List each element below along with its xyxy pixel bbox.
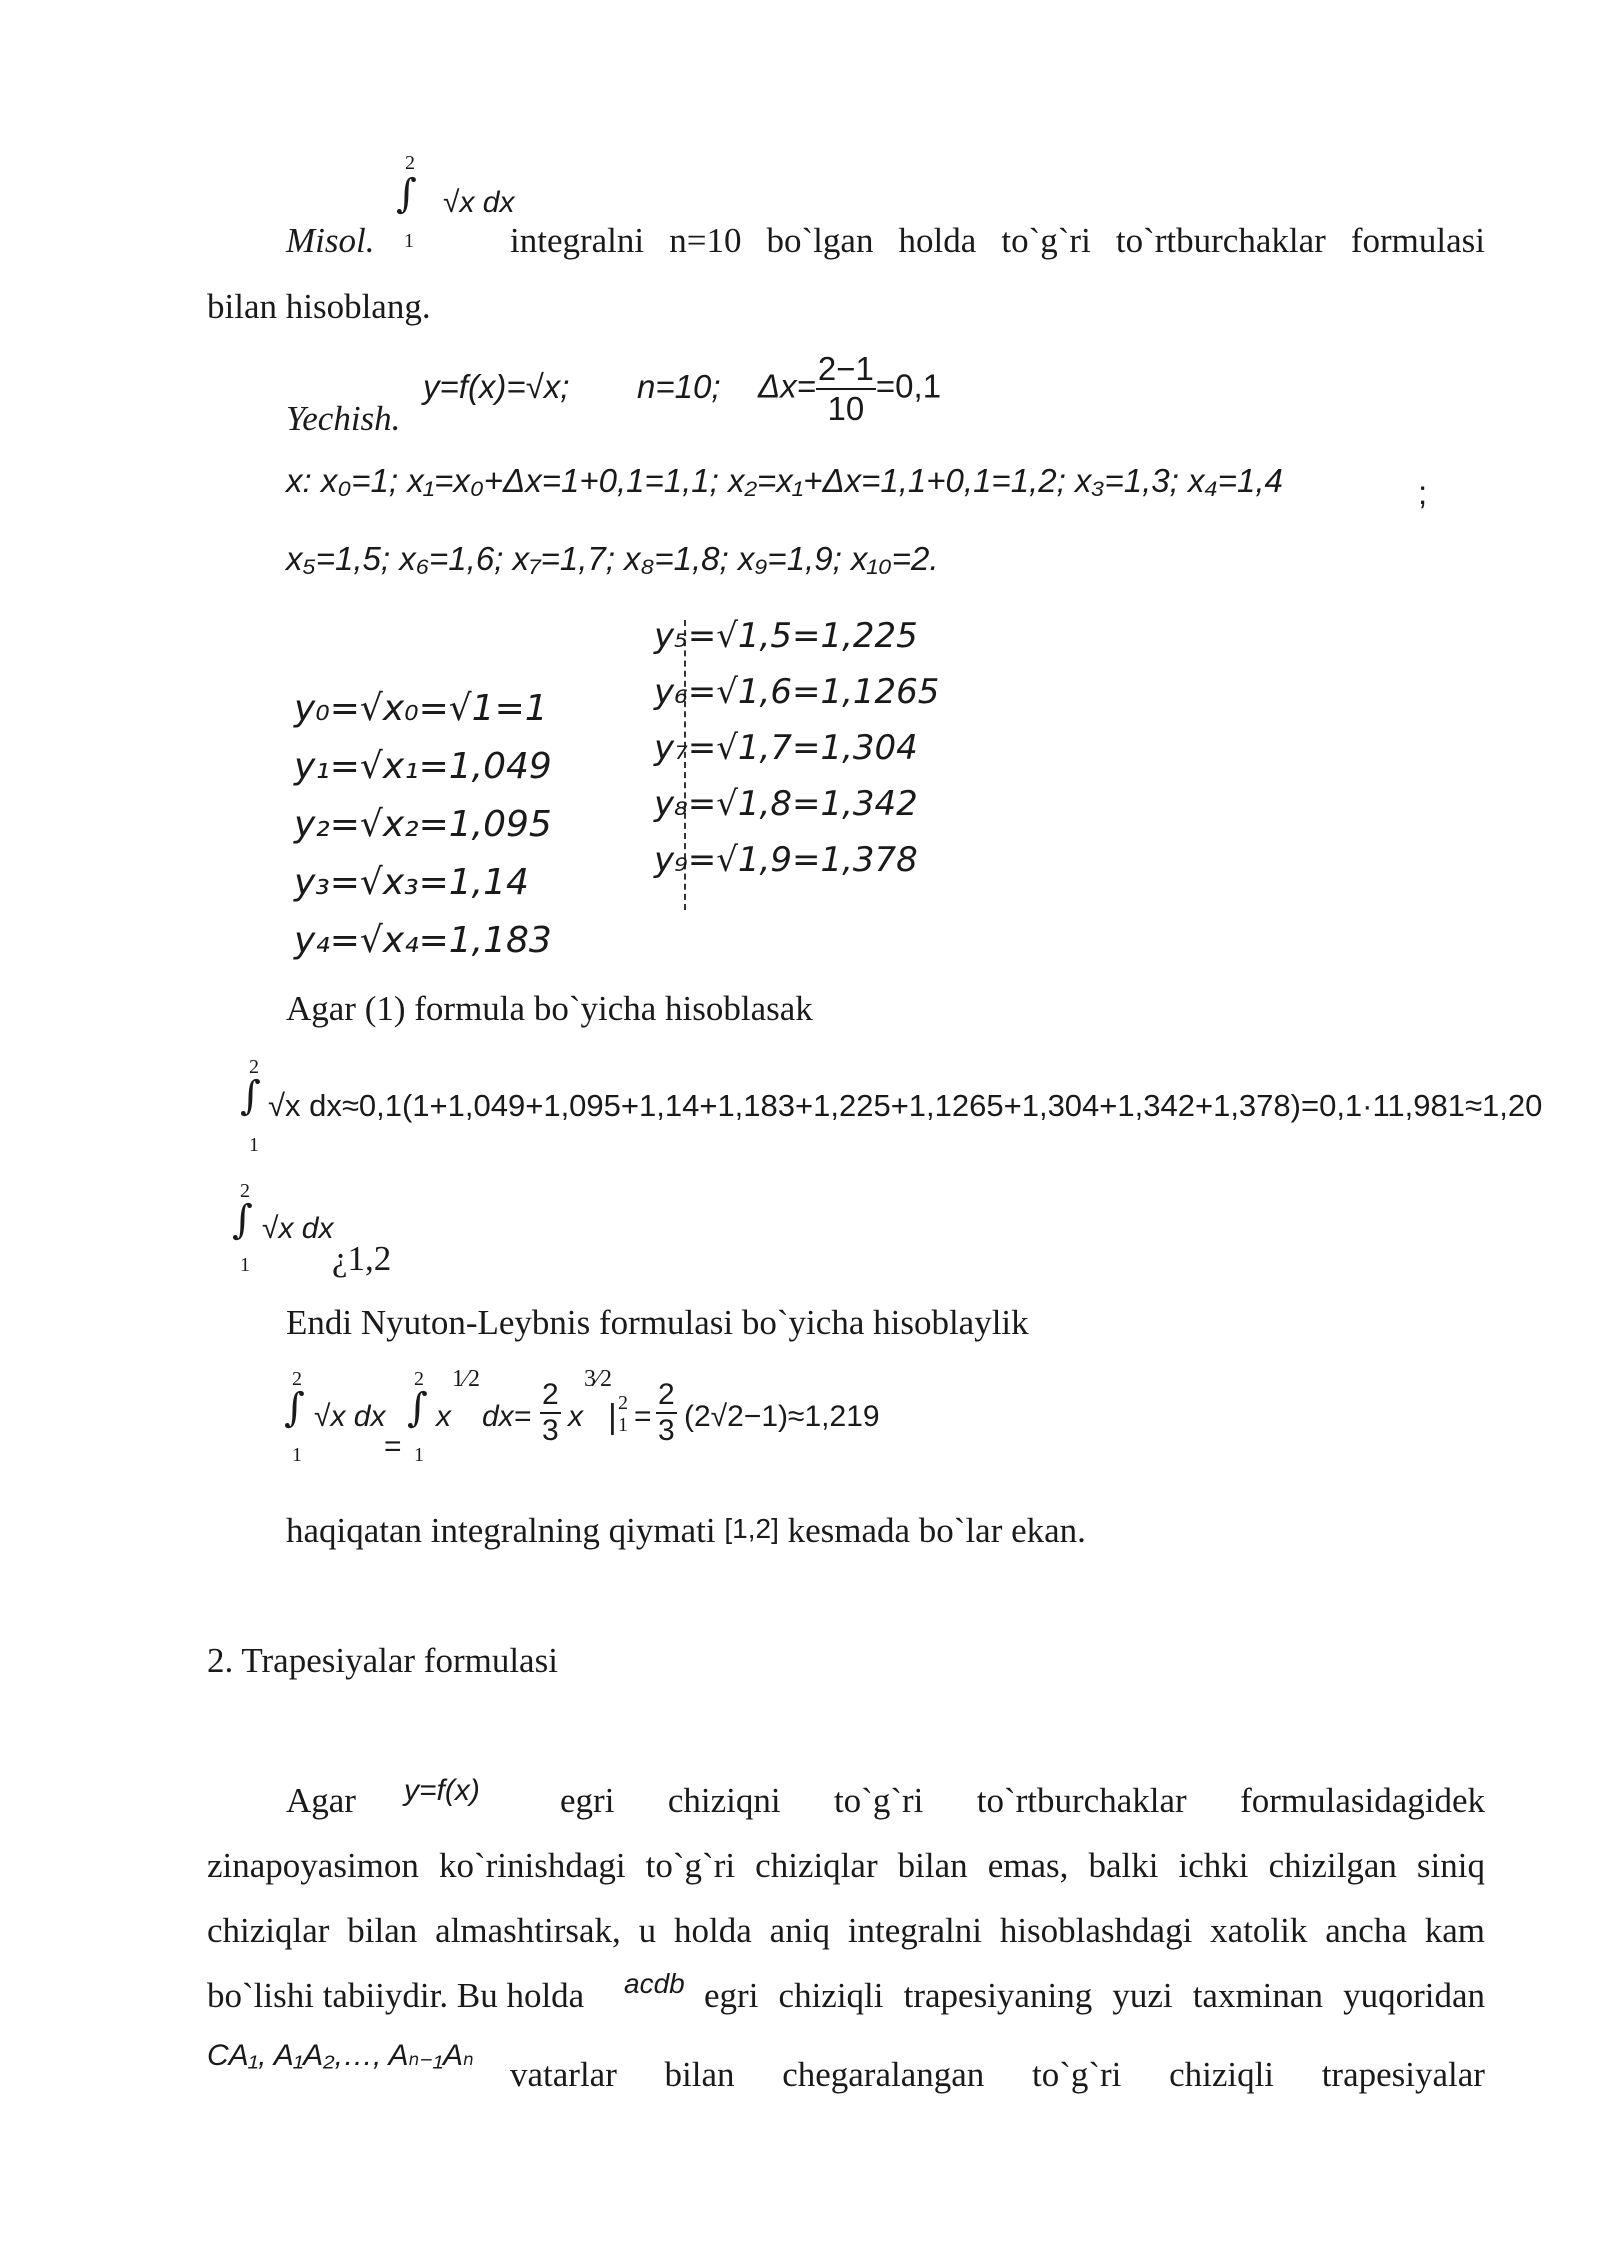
para-l2: zinapoyasimon ko`rinishdagi to`g`ri chiziqlar bilan emas, balki ichki chizilgan siniq xyxy=(207,1846,1485,1885)
x-values-row1: x: x₀=1; x₁=x₀+Δx=1+0,1=1,1; x₂=x₁+Δx=1,1+0,1=1,2; x₃=1,3; x₄=1,4 xyxy=(286,462,1283,499)
para-l3: chiziqlar bilan almashtirsak, u holda aniq integralni hisoblashdagi xatolik ancha kam xyxy=(207,1911,1485,1950)
haqiqatan-after: kesmada bo`lar ekan. xyxy=(787,1511,1086,1550)
nl-low1: 1 xyxy=(292,1444,302,1466)
nl-low2: 1 xyxy=(414,1444,424,1466)
y-value-6: y₆=√1,6=1,1265 xyxy=(654,672,940,712)
approx-int-lower: 1 xyxy=(240,1254,250,1276)
word: chiziqli xyxy=(1169,2055,1275,2094)
misol-integrand: √x dx xyxy=(443,186,515,219)
sum-formula: √x dx≈0,1(1+1,049+1,095+1,14+1,183+1,225+1,1265+1,304+1,342+1,378)=0,1·11,981≈1,20 xyxy=(268,1088,1543,1123)
dx-den: 10 xyxy=(827,390,865,427)
nl-frac2-den: 3 xyxy=(658,1414,675,1447)
word: chiziqni xyxy=(667,1781,781,1820)
section-title: 2. Trapesiyalar formulasi xyxy=(207,1641,558,1680)
y-value-4: y₄=√x₄=1,183 xyxy=(294,920,552,961)
misol-text-line2: bilan hisoblang. xyxy=(207,287,431,326)
interval: [1,2] xyxy=(724,1513,779,1544)
yechish-dx xyxy=(758,350,941,428)
misol-label: Misol. xyxy=(286,221,375,260)
nl-integral-sign-2: ∫ xyxy=(407,1385,428,1431)
endi-line: Endi Nyuton-Leybnis formulasi bo`yicha hisoblaylik xyxy=(286,1303,1029,1342)
nl-int2-base: x xyxy=(436,1400,451,1433)
nl-eq: = xyxy=(384,1430,402,1463)
nl-frac1-num: 2 xyxy=(540,1378,561,1414)
dx-num: 2−1 xyxy=(816,350,876,390)
approx-int-upper: 2 xyxy=(240,1180,250,1202)
approx-integrand: √x dx xyxy=(262,1212,334,1245)
para-l4-formula: acdb xyxy=(624,1968,685,1999)
nl-int2-exp: 1⁄2 xyxy=(452,1366,481,1392)
yechish-label: Yechish. xyxy=(286,399,401,438)
para-l5-formula: CA₁, A₁A₂,…, Aₙ₋₁Aₙ xyxy=(207,2039,474,2072)
dx-lhs: Δx= xyxy=(758,367,816,405)
word: bilan xyxy=(664,2055,735,2094)
dx-rhs: =0,1 xyxy=(875,367,942,405)
word: chegaralangan xyxy=(782,2055,985,2094)
nl-frac2 xyxy=(656,1378,677,1448)
y-values-right xyxy=(654,608,939,888)
nl-up2: 2 xyxy=(414,1368,424,1390)
nl-frac1 xyxy=(540,1378,561,1448)
nl-up1: 2 xyxy=(292,1368,302,1390)
word: to`g`ri xyxy=(1031,2055,1122,2094)
y-value-8: y₈=√1,8=1,342 xyxy=(654,784,918,824)
y-values-left xyxy=(294,680,552,970)
nl-fraction-1 xyxy=(540,1378,561,1448)
sum-int-upper: 2 xyxy=(249,1056,259,1078)
integral-sign: ∫ xyxy=(396,171,417,217)
word: vatarlar xyxy=(510,2055,617,2094)
word: to`g`ri xyxy=(833,1781,924,1820)
word: formulasidagidek xyxy=(1240,1781,1485,1820)
y-value-3: y₃=√x₃=1,14 xyxy=(294,862,529,903)
y-value-9: y₉=√1,9=1,378 xyxy=(654,840,918,880)
para-l4-b: egri chiziqli trapesiyaning yuzi taxminan yuqoridan xyxy=(704,1976,1485,2015)
nl-int1: √x dx xyxy=(314,1400,386,1433)
misol-int-upper: 2 xyxy=(405,152,415,174)
y-value-2: y₂=√x₂=1,095 xyxy=(294,804,552,845)
approx-value: ¿1,2 xyxy=(332,1239,392,1278)
nl-integral-sign-1: ∫ xyxy=(284,1385,305,1431)
x-values-row2: x₅=1,5; x₆=1,6; x₇=1,7; x₈=1,8; x₉=1,9; x₁₀=2. xyxy=(286,540,939,577)
haqiqatan-line xyxy=(286,1510,1086,1552)
word: to`rtburchaklar xyxy=(976,1781,1187,1820)
nl-x-base: x xyxy=(568,1400,583,1433)
para-l1-formula: y=f(x) xyxy=(404,1774,480,1807)
para-l1-agar: Agar xyxy=(286,1781,356,1820)
nl-eq2: = xyxy=(634,1400,652,1433)
nl-tail: (2√2−1)≈1,219 xyxy=(684,1400,880,1433)
nl-bar-up: 2 xyxy=(618,1392,628,1414)
haqiqatan-before: haqiqatan integralning qiymati xyxy=(286,1511,716,1550)
dx-fraction xyxy=(816,350,876,428)
y-value-7: y₇=√1,7=1,304 xyxy=(654,728,918,768)
y-value-0: y₀=√x₀=√1=1 xyxy=(294,688,548,729)
misol-text-line1: integralni n=10 bo`lgan holda to`g`ri to`rtburchaklar formulasi xyxy=(510,221,1485,260)
nl-frac2-num: 2 xyxy=(656,1378,677,1414)
y-value-5: y₅=√1,5=1,225 xyxy=(654,616,918,656)
nl-fraction-2 xyxy=(656,1378,677,1448)
sum-int-lower: 1 xyxy=(249,1134,259,1156)
misol-int-lower: 1 xyxy=(404,230,414,252)
word: egri xyxy=(560,1781,615,1820)
yechish-n: n=10; xyxy=(637,368,721,405)
agar-formula-line: Agar (1) formula bo`yicha hisoblasak xyxy=(286,989,813,1028)
x-values-row1-end: ; xyxy=(1418,474,1428,511)
para-l5-rest xyxy=(510,2054,1485,2096)
yechish-function: y=f(x)=√x; xyxy=(423,368,570,405)
approx-integral-sign: ∫ xyxy=(232,1197,253,1243)
para-l1-rest xyxy=(560,1780,1485,1822)
word: trapesiyalar xyxy=(1321,2055,1485,2094)
nl-x-exp: 3⁄2 xyxy=(584,1366,613,1392)
nl-int2-rest: dx= xyxy=(482,1400,532,1433)
para-l4-a: bo`lishi tabiiydir. Bu holda xyxy=(207,1976,585,2015)
nl-bar: | xyxy=(608,1398,617,1436)
nl-frac1-den: 3 xyxy=(542,1414,559,1447)
nl-bar-low: 1 xyxy=(618,1414,628,1436)
y-value-1: y₁=√x₁=1,049 xyxy=(294,746,552,787)
sum-integral-sign: ∫ xyxy=(240,1073,261,1119)
